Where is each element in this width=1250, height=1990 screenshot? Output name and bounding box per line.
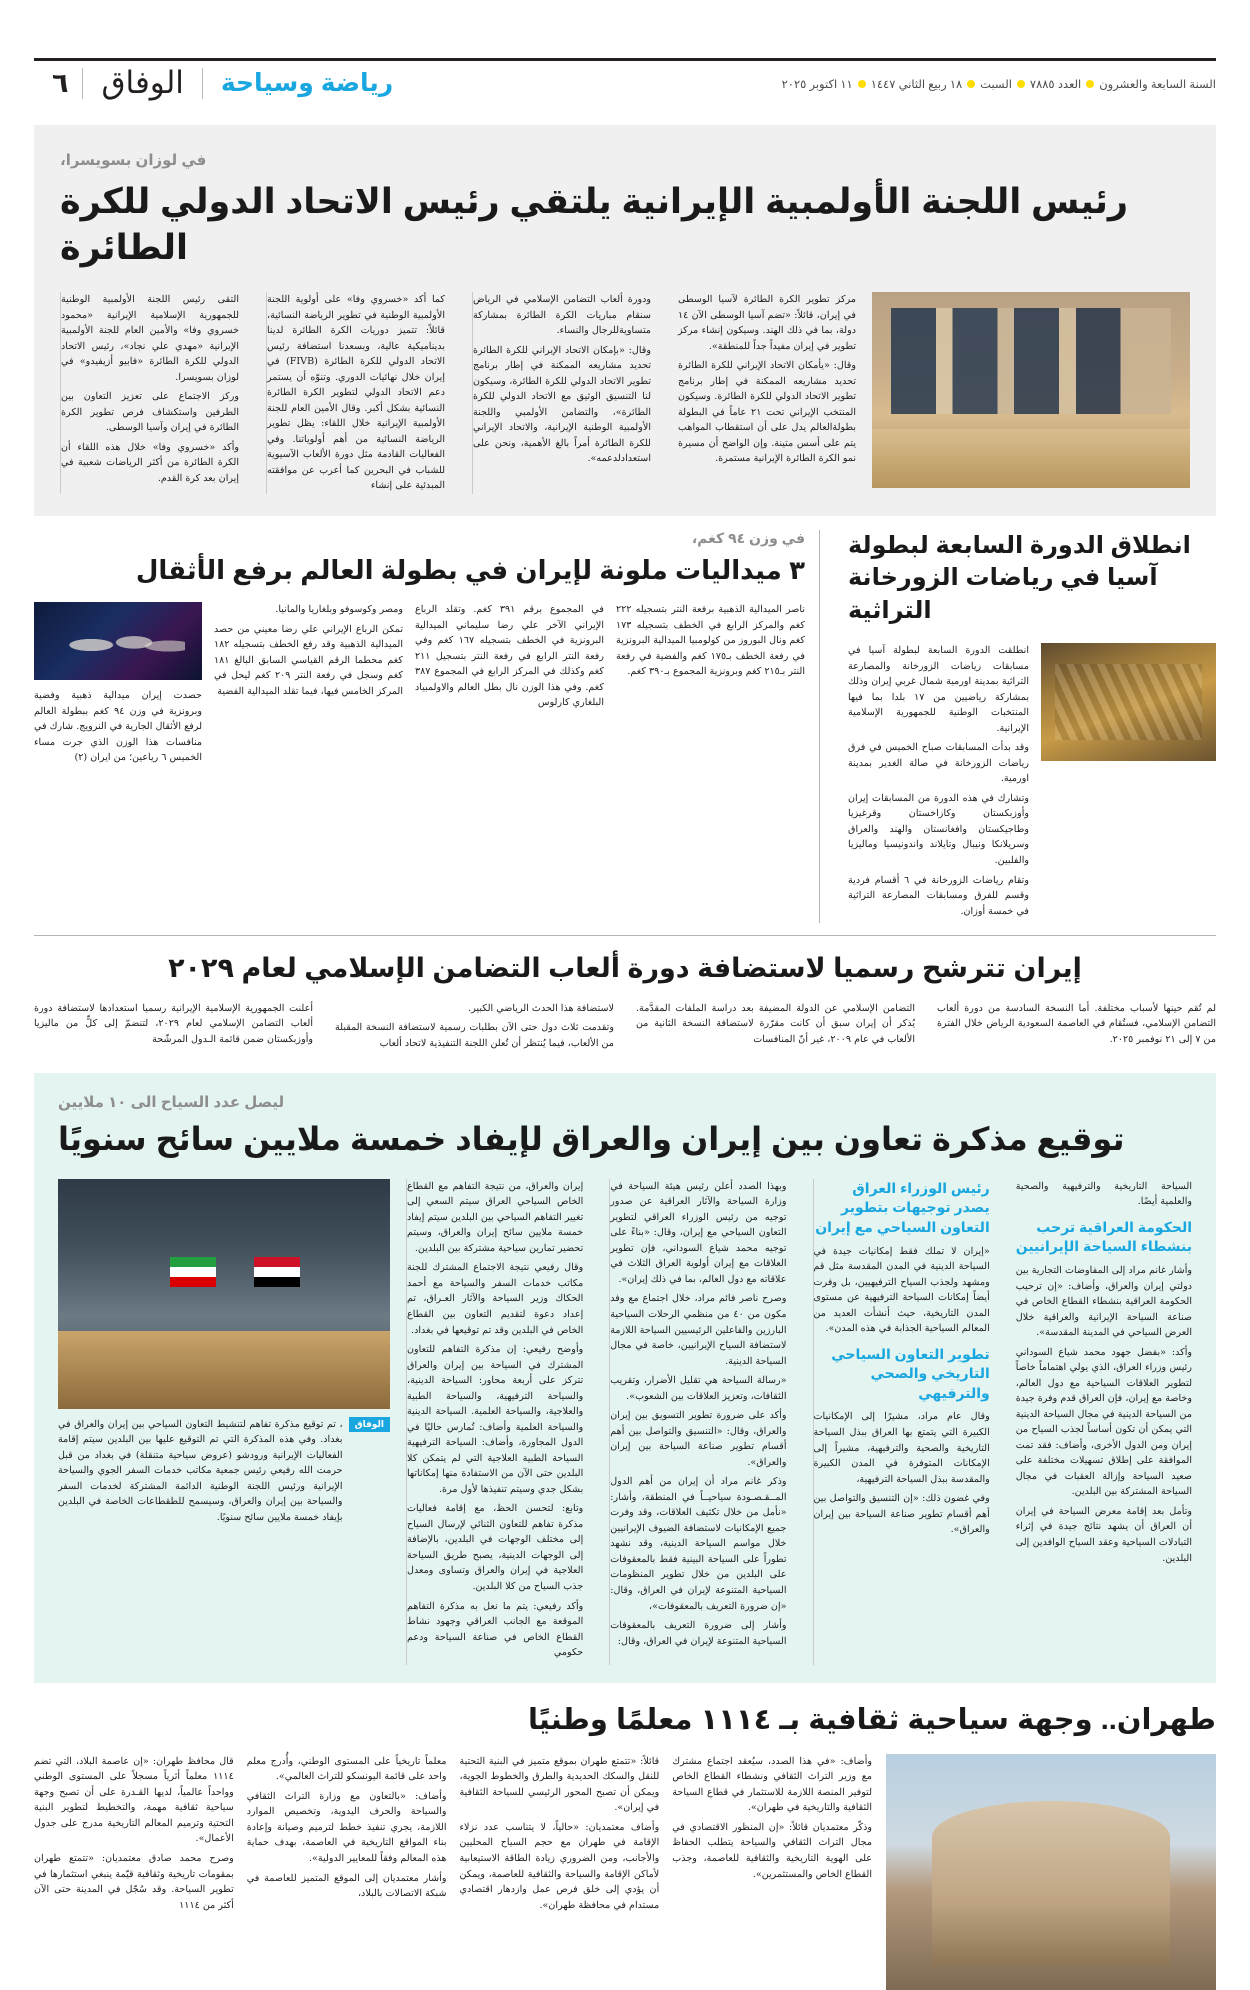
lead-article (34, 125, 1216, 516)
tourism-col-3b: «إيران لا تملك فقط إمكانيات جيدة في السياحة الدينية في المدن المقدسة مثل قم ومشهد ولجذب السياح الترفيهيين، بل وفرت أيضاً إمكانات السياحة الترفيهية عن مستوى المدن التاريخية، حيث أنشأت العديد من المعالم السياحية الجذابة في هذه المدن». (813, 1245, 990, 1335)
weightlifting-kicker: في وزن ٩٤ كغم، (691, 529, 805, 546)
zurkhaneh-headline: انطلاق الدورة السابعة لبطولة آسيا في رياضات الزورخانة التراثية (848, 531, 1191, 624)
lead-kicker: في لوزان بسويسرا، (60, 152, 207, 169)
lead-headline: رئيس اللجنة الأولمبية الإيرانية يلتقي رئيس الاتحاد الدولي للكرة الطائرة (60, 182, 1129, 267)
weightlifting-col-1: حصدت إيران ميدالية ذهبية وفضية وبرونزية في وزن ٩٤ كغم ببطولة العالم لرفع الأثقال الجارية في النرويج. شارك في منافسات هذا الوزن الذي جرت مساء الخميس ٦ رياعين؛ من ايران (٢) (34, 690, 202, 764)
tourism-photo (58, 1179, 390, 1409)
islamic-games-col-3: التضامن الإسلامي عن الدولة المضيفة بعد دراسة الملفات المقدَّمة. يُذكر أن إيران سبق أن كانت مقرّرة لاستضافة النسخة الثانية من الألعاب في عام ٢٠٠٩، غير أنّ المنافسات (636, 1002, 915, 1045)
paper-name: الوفاق (101, 65, 184, 101)
tehran-col-3: قائلاً: «تتمتع طهران بموقع متميز في البنية التحتية للنقل والسكك الحديدية والطرق والخطوط الجوية، ويمكن أن تصبح المحور الرئيسي للسياحة الثقافية في إيران». وأضاف معتمديان: «حالياً، لا يتناسب عدد نزلاء الإقامة في طهران مع حجم السياح المحليين والأجانب، ومن الضروري زيادة الطاقة الاستيعابية لأماكن الإقامة والسياحة والثقافية للعاصمة، ويمكن أن يؤدي إلى خلق فرص عمل وازدهار اقتصادي مستدام في محافظة طهران». (459, 1755, 660, 1911)
islamic-games-article (34, 950, 1216, 1055)
bullet-dot-icon (1086, 80, 1094, 88)
weightlifting-col-4: ناصر الميدالية الذهبية برفعة النتر بتسجيله ٢٢٢ كغم والمركز الرابع في الخطف بتسجيله ١٧٣ كغم ونال البوروز من كولومبيا الميدالية البرونزية في رفعة الخطف بـ١٧٥ كغم والفضية في رفعة النتر بـ٢١٥ كغم وبرونزية المجموع بـ٣٩٠ كغم. (616, 604, 805, 678)
tehran-headline: طهران.. وجهة سياحية ثقافية بـ ١١١٤ معلمًا وطنيًا (527, 1703, 1216, 1736)
tourism-subhead-pm: رئيس الوزراء العراق يصدر توجيهات بتطوير التعاون السياحي مع إيران (815, 1179, 990, 1235)
tourism-col-3d: وقال عام مراد، مشيرًا إلى الإمكانيات الكبيرة التي يتمتع بها العراق ببذل السياحة التاريخية والصحية والترفيهية، مشيراً إلى الإمكانات المتوفرة في المدن الكبيرة والمقدسة ببذل السياحة الترفيهية، وفي غضون ذلك: «إن التنسيق والتواصل بين أهم أقسام تطوير صناعة السياحة بين إيران والعراق». (813, 1411, 990, 1536)
weightlifting-article (34, 530, 805, 923)
zurkhaneh-article (834, 530, 1216, 923)
masthead (34, 58, 1216, 99)
page-number: ٦ (52, 68, 69, 98)
lead-col-3: ودورة ألعاب التضامن الإسلامي في الرياض سنقام مباريات الكرة الطائرة بمشاركة متساويةللرجال والنساء. وقال: «بإمكان الاتحاد الإيراني للكرة الطائرة تحديد مشاريعه الممكنة في إطار برنامج تطوير الاتحاد الدولي للكرة الطائرة، وسيكون لنا التنسيق الوثيق مع الاتحاد الدولي للكرة الطائرة»، والتضامن الأولمبي واللجنة الأولمبية الوطنية الإيرانية، والاتحاد الإيراني للكرة الطائرة أمراً بالغ الأهمية، ونحن على استعدادلدعمه». (472, 292, 664, 494)
tourism-col-4: السياحة التاريخية والترفيهية والصحية والعلمية أيضًا. (1015, 1180, 1192, 1208)
bullet-dot-icon (967, 80, 975, 88)
tourism-subhead-welcome: الحكومة العراقية ترحب بنشطاء السياحة الإيرانيين (1015, 1218, 1192, 1255)
tehran-article (34, 1701, 1216, 1990)
islamic-games-col-1: أعلنت الجمهورية الإسلامية الإيرانية رسميا استعدادها لاستضافة دورة ألعاب التضامن الإسلامي لعام ٢٠٢٩، لتنضمّ إلى كلٍّ من ماليزيا وأوزبكستان ضمن قائمة الـدول المرشّحة (34, 1002, 313, 1045)
islamic-games-col-4: لم تُقم حينها لأسباب مختلفة. أما النسخة السادسة من دورة ألعاب التضامن الإسلامي، فستُقام في العاصمة السعودية الرياض خلال الفترة من ٧ إلى ٢١ نوفمبر ٢٠٢٥. (937, 1002, 1216, 1045)
islamic-games-headline: إيران تترشح رسميا لاستضافة دورة ألعاب التضامن الإسلامي لعام ٢٠٢٩ (168, 953, 1082, 984)
tehran-col-4: وأضاف: «في هذا الصدد، سيُعقد اجتماع مشترك مع وزير التراث الثقافي ونشطاء القطاع الخاص لتوفير المنصة اللازمة للاستثمار في قطاع السياحة الثقافية والتاريخية في طهران». وذكّر معتمديان قائلاً: «إن المنظور الاقتصادي في مجال التراث الثقافي والسياحة يتطلب الحفاظ على الهوية التاريخية والثقافية للعاصمة، وجذب القطاع الخاص والمستثمرين». (672, 1755, 872, 1880)
dateline (411, 77, 1216, 91)
lead-col-2: كما أكد «خسروي وفا» على أولوية اللجنة الأولمبية الوطنية في تطوير الرياضة النسائية، قائلاً: تتميز دوريات الكرة الطائرة لدينا بديناميكية عالية، وبسعدنا استضافة رئيس الاتحاد الدولي للكرة الطائرة (FIVB) في إيران خلال نهائيات الدوري. وتنوّه أن يستمر دعم الاتحاد الدولي لتطوير الكرة الطائرة النسائية بشكل أكبر. وقال الأمين العام للجنة الأولمبية الإيرانية خلال اللقاء: يظل تطوير الرياضة النسائية من أهم أولوياتنا. وفي الفعاليات القادمة مثل دورة الألعاب الآسيوية للشباب في البحرين كما أعرب عن موافقته المبدئية على إنشاء (266, 292, 458, 494)
column-divider (819, 530, 820, 923)
tehran-photo (886, 1754, 1216, 1990)
tourism-col-1: إيران والعراق، من نتيجة التفاهم مع القطاع الخاص السياحي العراق سيتم السعي إلى تغيير التفاهم السياحي بين البلدين سيتم إيفاد خمسة ملايين سائح إيران والعراق، وسيتم تحضير تمارين سياحية مشتركة بين البلدين. وقال رفيعي نتيجة الاجتماع المشترك للجنة مكاتب خدمات السفر والسياحة مع أحمد الحكاك وزير السياحة والآثار العـراق، تم إعداد دعوة لتقديم التعاون بين القطاع الخاص في البلدين وقد تم توقيعها في بغداد. وأوضح رفيعي: إن مذكرة التفاهم للتعاون المشترك في السياحة بين إيران والعراق تتركز على أربعة محاور: السياحة الدينية، والسياحة الترفيهية، والسياحة الطبية والعلاجية، والسياحة العلمية. السياحة الدينية والسياحة العلمية وأضاف: تُمارس حاليًا في الدول المجاورة، وأضاف: السياحة الترفيهية السياحة الطبية العلاجية التي لم يتمكن كلا البلدين حتى الآن من الاستفادة منها إمكاناتها بشكل جدي وسيتم تنفيذها لأول مرة. وتابع: لتحسن الحظ، مع إقامة فعاليات مذكرة تفاهم للتعاون الثنائي لإرسال السياح إلى مختلف الوجهات في البلدين، بالإضافة إلى الوجهات الدينية، يصبح طريق السياحة العلاجية في إيران والعراق وتساوى ومعدل جذب السياح من كلا البلدين. وأكد رفيعي: يتم ما نعل به مذكرة التفاهم الموقعة مع الجانب العراقي وجهود نشاط القطاع الخاص في صناعة السياحة ودعم حكومي (406, 1179, 596, 1665)
tourism-mou-article (34, 1073, 1216, 1683)
zurkhaneh-body: انطلقت الدورة السابعة لبطولة آسيا في مسابقات رياضات الزورخانة والمصارعة التراثية بمدينة اورمية شمال غربي إيران وذلك بمشاركة رياضيين من ١٧ بلدا بما فيها المنتخبات الوطنية للجمهورية الإسلامية الإيرانية. وقد بدأت المسابقات صباح الخميس في فرق رياضات الزورخانة في صالة الغدير بمدينة اورمية. وتشارك في هذه الدورة من المسابقات إيران وأوزبكستان وكازاخستان وقرغيزيا وطاجيكستان وافغانستان والهند والعراق وسريلانكا ونيبال وتايلاند واندونيسيا وماليزيا والفلبين. وتقام رياضات الزورخانة في ٦ أقسام فردية وقسم للفرق ومسابقات المصارعة التراثية في خمسة أوزان. (848, 645, 1029, 917)
tourism-photo-caption: ، تم توقيع مذكرة تفاهم لتنشيط التعاون السياحي بين إيران والعراق في بغداد. وفي هذه المذكرة التي تم التوقيع عليها بين البلدين سيتم إقامة الفعاليات الإيرانية ورودشو (عروض سياحية متنقلة) في بغداد من قبل حرمت الله رفيعي رئيس جمعية مكاتب خدمات السفر الجوي والسياحة الإيرانية ورئيس اللجنة الوطنية الدائمة المشتركة لخدمات السفر والسياحة بين إيران والعراق، وسيسمح للطقطاعات الخاصة في البلدين بإيفاد خمسة ملايين سائح سنويًا. (58, 1418, 343, 1523)
masthead-brand-group (34, 65, 411, 101)
zurkhaneh-photo (1041, 643, 1216, 761)
dateline-gregorian: ١١ اكتوبر ٢٠٢٥ (781, 79, 853, 91)
weightlifting-photo (34, 602, 202, 680)
islamic-games-col-2: لاستضافة هذا الحدث الرياضي الكبير. وتقدمت ثلاث دول حتى الآن بطلبات رسمية لاستضافة النسخة المقبلة من الألعاب، فيما يُنتظر أن تُعلن اللجنة التنفيذية لاتحاد ألعاب (335, 1002, 614, 1049)
lead-col-4: مركز تطوير الكرة الطائرة لآسيا الوسطى في إيران، قائلاً: «ﺗﻀﻢ آسيا الوسطى الآن ١٤ دولة، بما في ذلك الهند. وسيكون إنشاء مركز تطوير في إيران مفيداً جداً للمنطقة». وقال: «يأمكان الاتحاد الإيراني للكرة الطائرة تحديد مشاريعه الممكنة في إطار برنامج تطوير الاتحاد الدولي للكرة الطائرة. وسيكون المنتخب الإيراني تحت ٢١ عاماً في البطولة بطولةالعالم يدل على أن استقطاب المواهب يتم على أسس متينة. وإن الواضح أن مسيرة نمو الكرة الطائرة الإيرانية مستمرة. (678, 294, 856, 465)
iran-flag-icon (170, 1257, 216, 1287)
bullet-dot-icon (858, 80, 866, 88)
section-rule-1 (34, 935, 1216, 936)
weightlifting-headline: ٣ ميداليات ملونة لإيران في بطولة العالم برفع الأثقال (135, 554, 805, 585)
dateline-hijri: ١٨ ربيع الثاني ١٤٤٧ (870, 79, 963, 91)
tourism-photo-block (58, 1179, 390, 1665)
lead-col-1: التقى رئيس اللجنة الأولمبية الوطنية للجمهورية الإسلامية الإيرانية «محمود خسروي وفا» والأمين العام للجنة الأولمبية الإيرانية «مهدي علي نجاد»، رئيس الاتحاد الدولي للكرة الطائرة «فابيو أزيفيدو» في لوزان بسويسرا. وركز الاجتماع على تعزيز التعاون بين الطرفين واستكشاف فرص تطوير الكرة الطائرة في إيران وآسيا الوسطى. وأكد «خسروي وفا» خلال هذه اللقاء أن الكرة الطائرة من أكثر الرياضات شعبية في إيران بعد كرة القدم. (60, 292, 252, 494)
tourism-subhead-develop: تطوير التعاون السياحي التاريخي والصحي والترفيهي (831, 1345, 990, 1401)
dateline-year: السنة السابعة والعشرون (1099, 79, 1216, 91)
tourism-headline: توقيع مذكرة تعاون بين إيران والعراق لإيفاد خمسة ملايين سائح سنويًا (58, 1121, 1125, 1158)
section-title: رياضة وسياحة (220, 68, 394, 97)
newspaper-page (0, 58, 1250, 1911)
lead-photo (872, 292, 1190, 488)
bullet-dot-icon (1017, 80, 1025, 88)
weightlifting-col-3: في المجموع برقم ٣٩١ كغم. وتقلد الرباع الإيراني الآخر علي رضا سليماني الميدالية البرونزية في الخطف بتسجيله ١٦٧ كغم وفي رفعة النتر الرابع في رفعة النتر بتسجيل ٢١١ كغم وكذلك في المركز الرابع في المجموع ٣٨٧ كغم. وفي هذا الوزن نال بطل العالم والاولمبياد البلغاري كارلوس (415, 604, 604, 709)
second-row (34, 530, 1216, 923)
iraq-flag-icon (254, 1257, 300, 1287)
dateline-issue: العدد ٧٨٨٥ (1029, 79, 1082, 91)
tourism-col-2: وبهذا الصدد أعلن رئيس هيئة السياحة في وزارة السياحة والآثار العراقية عن صدور توجيه من رئيس الوزراء العراقي لتطوير التعاون السياحي مع إيران، وقال: «بناءً على توجيه محمد شياع السوداني، فإن تطوير العلاقات مع إيران أولوية العراق الثلاث في علاقاته مع دول العالم، بما في ذلك إيران». وصرح ناصر فائم مراد، خلال اجتماع مع وفد مكون من ٤٠ من منظمي الرحلات السياحية البارزين والفاعلين الرئيسيين السياحة اللازمة لاستضافة السياح الإيرانيين، خاصة في مجال السياحة الدينية. «رسالة السياحة هي تقليل الأضرار، وتقريب الثقافات، وتعزيز العلاقات بين الشعوب». وأكد على ضرورة تطوير التسويق بين إيران والعراق، وقال: «التنسيق والتواصل بين أهم أقسام تطوير صناعة السياحة بين إيران والعراق». وذكر غانم مراد أن إيران من أهم الدول المــقـصـودة سياحيــاً في المنطقة، وأشار: «نأمل من خلال تكثيف العلاقات، وقد وفرت جميع الإمكانيات لاستضافة الضيوف الإيرانيين خلال مواسم السياحة الدينية، وقد نشهد تطوراً على السياحة البينية فقط بالمعقوفات على البلدين من خلال تطوير المنظومات السياحية المتنوعة لإيران في العراق، وقال: «إن ضرورة التعريف بالمعقوفات»، وأشار إلى ضرورة التعريف بالمعقوفات السياحية المتنوعة لإيران في العراق، وقال: (609, 1179, 799, 1665)
tourism-col-4c: وأشار غانم مراد إلى المفاوضات التجارية بين دولتي إيران والعراق، وأضاف: «إن ترحيب الحكومة العراقية بنشطاء القطاع الخاص في صناعة السياحة الإيرانية والعراقية خلال العرض السياحي في المدينة المقدسة». وأكد: «بفضل جهود محمد شياع السوداني رئيس وزراء العراق، الذي يولي اهتماماً خاصاً لتطوير العلاقات السياحية مع دول العالم، وخاصة مع إيران، فإن العراق قدم وفرة جيدة من السياحة الدينية في مجال السياحة الدينية التي يمكن أن تكون أساساً لجذب السياح من إيران ومن الدول الأخرى، وأضاف: فقد تمت الموافقة على إطلاق تسهيلات مختلفة على صعيد السياحة وإزالة العقبات في مجال السياحة المشتركة بين البلدين. وتأمل بعد إقامة معرض السياحة في إيران أن العراق أن يشهد نتائج جيدة في إثراء التبادلات السياحية وعقد السياح الوافدين إلى البلدين. (1015, 1264, 1192, 1564)
tehran-col-1: قال محافظ طهران: «إن عاصمة البلاد، التي تضم ١١١٤ معلماً أثرياً مسجلاً على المستوى الوطني وواحداً عالمياً، لديها القـدرة على أن تصبح وجهة سياحية ثقافية مهمة، والتخطيط لتطوير البنية التحتية وترميم المعالم التاريخية مدرج على جدول الأعمال». وصرح محمد صادق معتمديان: «تتمتع طهران بمقومات تاريخية وثقافية قيّمة ينبغي استثمارها في تطوير السياحة. وقد سُجّل في المدينة حتى الآن أكثر من ١١١٤ (34, 1755, 234, 1911)
masthead-divider-1 (202, 68, 203, 99)
masthead-divider-2 (82, 68, 83, 99)
tehran-col-2: معلماً تاريخياً على المستوى الوطني، وأُدرج معلم واحد على قائمة اليونسكو للتراث العالمي». وأضاف: «بالتعاون مع وزارة التراث الثقافي والسياحة والحرف اليدوية، وتخصيص الموارد اللازمة، يجري تنفيذ خطط لترميم وصيانة وإعادة بناء المواقع التاريخية في العاصمة، بهدف حماية هذه المعالم وفقاً للمعايير الدولية». وأشار معتمديان إلى الموقع المتميز للعاصمة في شبكة الاتصالات بالبلاد، (246, 1755, 447, 1900)
weightlifting-col-2: ومصر وكوسوفو وبلغاريا والمانيا. تمكن الرباع الإيراني علي رضا معيني من حصد الميدالية الذهبية وقد رفع الخطف بتسجيله ١٨٢ كغم محطما الرقم القياسي السابق البالغ ١٨١ كغم وسجل في رفعة النتر ٢٠٩ كغم ليحل في المركز الخامس فيها، فيما تقلد الميدالية الفضية (214, 604, 403, 697)
dateline-weekday: السبت (980, 79, 1012, 91)
photo-credit-tag: الوفاق (349, 1417, 390, 1432)
tourism-kicker: ليصل عدد السياح الى ١٠ ملايين (58, 1094, 285, 1112)
